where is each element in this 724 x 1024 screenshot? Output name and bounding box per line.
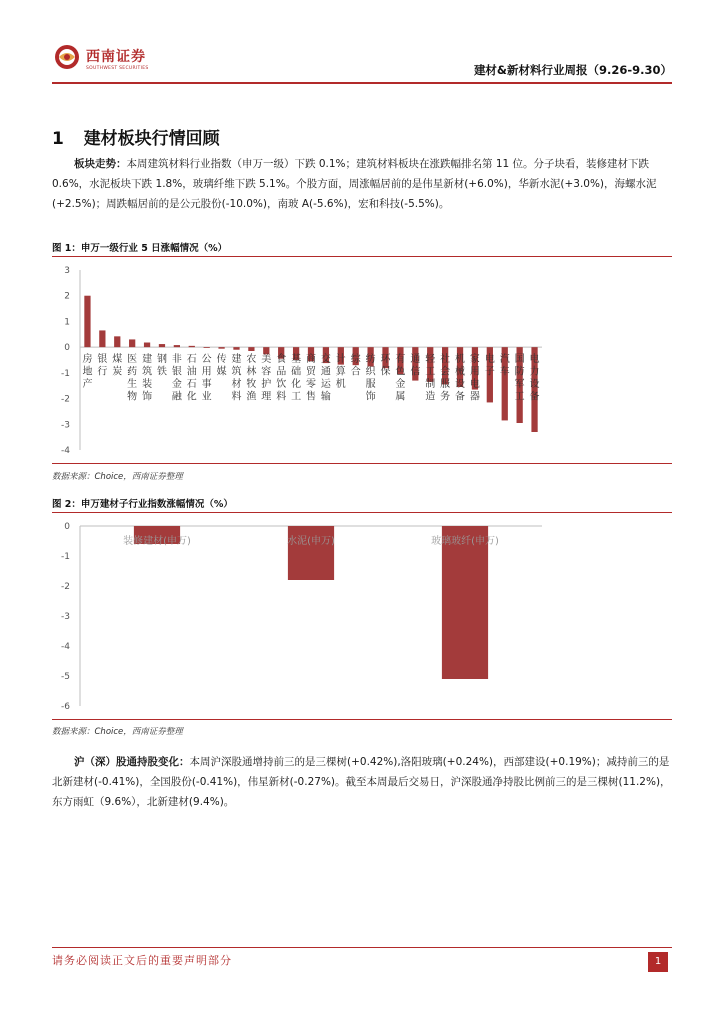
x-tick-label-电子: 电子 xyxy=(484,354,495,378)
market-trend-paragraph xyxy=(52,154,672,214)
x-tick-label-食品饮料: 食品饮料 xyxy=(276,354,287,403)
x-tick-label-通信: 通信 xyxy=(410,354,421,378)
x-tick-label-医药生物: 医药生物 xyxy=(127,354,138,403)
x-tick-label-钢铁: 钢铁 xyxy=(156,354,167,378)
x-tick-label-纺织服饰: 纺织服饰 xyxy=(365,354,376,403)
connect-holdings-lead: 沪（深）股通持股变化： xyxy=(74,756,190,768)
bar-非银金融 xyxy=(174,345,180,347)
x-tick-label-煤炭: 煤炭 xyxy=(112,354,123,378)
x-tick-label-环保: 环保 xyxy=(380,354,391,378)
x-tick-label-机械设备: 机械设备 xyxy=(455,354,466,403)
figure2-bottom-rule xyxy=(52,719,672,720)
bar-房地产 xyxy=(84,296,90,347)
figure1-source: 数据来源：Choice，西南证券整理 xyxy=(52,472,183,482)
header-divider xyxy=(52,82,672,84)
section-number: 1 xyxy=(52,129,64,149)
x-tick-label-装修建材(申万): 装修建材(申万) xyxy=(123,536,191,547)
y-tick-label: -2 xyxy=(61,582,70,592)
bar-农林牧渔 xyxy=(248,347,254,351)
subsector-return-chart xyxy=(52,516,548,716)
x-tick-label-轻工制造: 轻工制造 xyxy=(425,354,436,403)
y-tick-label: -1 xyxy=(61,368,70,379)
connect-holdings-body: 本周沪深股通增持前三的是三棵树(+0.42%),洛阳玻璃(+0.24%)，西部建设(+0.19%)；减持前三的是北新建材(-0.41%)，全国股份(-0.41%)，伟星新材(-0.27%)。截至本周最后交易日，沪深股通净持股比例前三的是三棵树(11.2%)，东方雨虹（9.6%），北新建材(9.4%)。 xyxy=(52,756,671,808)
bar-银行 xyxy=(99,330,105,347)
x-tick-label-传媒: 传媒 xyxy=(216,354,227,378)
y-tick-label: -3 xyxy=(61,612,70,622)
x-tick-label-国防军工: 国防军工 xyxy=(514,354,525,403)
y-tick-label: -4 xyxy=(61,446,70,456)
page-number: 1 xyxy=(648,952,668,972)
subsector-return-chart-svg xyxy=(52,516,548,716)
x-tick-label-非银金融: 非银金融 xyxy=(171,354,182,403)
bar-煤炭 xyxy=(114,336,120,347)
y-tick-label: 0 xyxy=(64,522,70,532)
figure2-title: 图 2：申万建材子行业指数涨幅情况（%） xyxy=(52,499,233,510)
report-title: 建材&新材料行业周报（9.26-9.30） xyxy=(473,63,672,77)
bar-建筑材料 xyxy=(233,347,239,350)
x-tick-label-农林牧渔: 农林牧渔 xyxy=(246,354,257,403)
x-tick-label-建筑材料: 建筑材料 xyxy=(231,354,242,403)
x-tick-label-计算机: 计算机 xyxy=(335,354,346,391)
connect-holdings-paragraph xyxy=(52,752,672,812)
industry-return-chart-svg xyxy=(52,260,548,460)
figure1-title: 图 1：申万一级行业 5 日涨幅情况（%） xyxy=(52,243,228,254)
figure2-source: 数据来源：Choice，西南证券整理 xyxy=(52,727,183,737)
x-tick-label-基础化工: 基础化工 xyxy=(291,354,302,403)
x-tick-label-公用事业: 公用事业 xyxy=(201,354,212,403)
x-tick-label-美容护理: 美容护理 xyxy=(261,354,272,403)
y-tick-label: 0 xyxy=(64,343,70,354)
y-tick-label: -1 xyxy=(61,552,70,562)
bar-医药生物 xyxy=(129,339,135,347)
x-tick-label-有色金属: 有色金属 xyxy=(395,354,406,403)
x-tick-label-银行: 银行 xyxy=(97,354,108,378)
x-tick-label-商贸零售: 商贸零售 xyxy=(306,354,316,403)
market-trend-body: 本周建筑材料行业指数（申万一级）下跌 0.1%；建筑材料板块在涨跌幅排名第 11 位。分子块看，装修建材下跌 0.6%，水泥板块下跌 1.8%，玻璃纤维下跌 5.1%。个股方面，周涨幅居前的是伟星新材(+6.0%)，华新水泥(+3.0%)，海螺水泥(+2.5%)；周跌幅居前的是公元股份(-10.0%)，南玻 A(-5.6%)，宏和科技(-5.5%)。 xyxy=(52,158,657,210)
x-tick-label-建筑装饰: 建筑装饰 xyxy=(142,354,153,403)
y-tick-label: -5 xyxy=(61,672,70,682)
x-tick-label-石油石化: 石油石化 xyxy=(186,354,197,403)
figure1-top-rule xyxy=(52,256,672,257)
y-tick-label: 2 xyxy=(64,291,70,302)
y-tick-label: 1 xyxy=(64,317,70,328)
x-tick-label-交通运输: 交通运输 xyxy=(320,354,331,403)
x-tick-label-电力设备: 电力设备 xyxy=(529,354,540,403)
section-title: 建材板块行情回顾 xyxy=(83,129,220,149)
y-tick-label: -4 xyxy=(61,642,70,652)
y-tick-label: -6 xyxy=(61,702,70,712)
industry-return-chart xyxy=(52,260,548,460)
page-header xyxy=(52,40,672,82)
section-heading xyxy=(52,124,220,149)
bar-玻璃玻纤(申万) xyxy=(442,526,488,679)
bar-公用事业 xyxy=(204,347,210,348)
y-tick-label: 3 xyxy=(64,266,70,276)
bar-建筑装饰 xyxy=(144,343,150,348)
figure2-top-rule xyxy=(52,512,672,513)
footer-divider xyxy=(52,947,672,948)
x-tick-label-家用电器: 家用电器 xyxy=(469,354,480,403)
logo-english-name: SOUTHWEST SECURITIES xyxy=(86,66,149,71)
bar-石油石化 xyxy=(189,346,195,347)
logo-mark-icon xyxy=(54,44,80,70)
company-logo xyxy=(52,40,162,78)
bar-传媒 xyxy=(218,347,224,349)
y-tick-label: -2 xyxy=(61,394,70,405)
x-tick-label-综合: 综合 xyxy=(350,354,361,378)
x-tick-label-水泥(申万): 水泥(申万) xyxy=(287,536,335,547)
bar-水泥(申万) xyxy=(288,526,334,580)
y-tick-label: -3 xyxy=(61,420,70,431)
x-tick-label-汽车: 汽车 xyxy=(499,354,510,378)
figure1-bottom-rule xyxy=(52,463,672,464)
x-tick-label-玻璃玻纤(申万): 玻璃玻纤(申万) xyxy=(431,536,499,547)
market-trend-lead: 板块走势： xyxy=(74,158,127,170)
logo-chinese-name: 西南证券 xyxy=(86,49,146,65)
footer-disclaimer: 请务必阅读正文后的重要声明部分 xyxy=(52,954,232,967)
x-tick-label-社会服务: 社会服务 xyxy=(440,354,451,403)
bar-钢铁 xyxy=(159,344,165,347)
x-tick-label-房地产: 房地产 xyxy=(82,354,93,391)
